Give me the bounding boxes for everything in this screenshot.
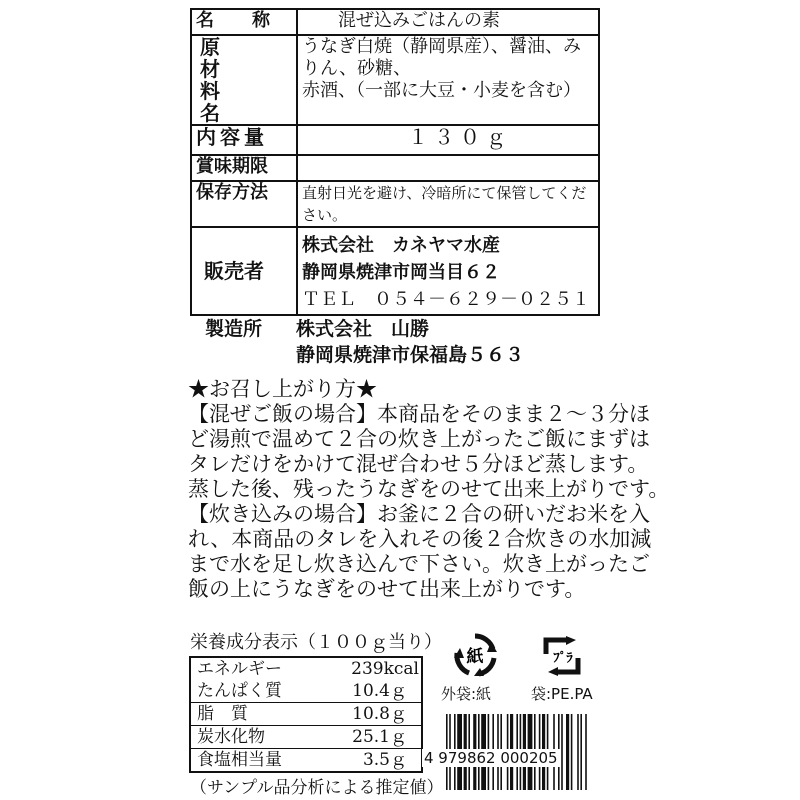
paper-recycle-icon (452, 632, 498, 678)
nutrition-note: （サンプル品分析による推定値） (190, 778, 444, 798)
product-info-table (190, 8, 600, 316)
instructions-line: タレだけをかけて混ぜ合わせ５分ほど蒸します。 (188, 452, 649, 476)
name-value: 混ぜ込みごはんの素 (297, 9, 599, 35)
paper-recycle-label: 外袋:紙 (441, 685, 492, 703)
instructions-title: ★お召し上がり方★ (188, 377, 377, 401)
nutrient-value: 10.4ｇ (352, 681, 407, 701)
seller-value (297, 227, 599, 315)
best-before-label: 賞味期限 (191, 155, 297, 181)
barcode-bar (580, 714, 582, 790)
nutrient-name: エネルギー (197, 659, 282, 679)
storage-label: 保存方法 (191, 181, 297, 227)
instructions-line: 蒸した後、残ったうなぎをのせて出来上がりです。 (188, 477, 670, 501)
seller-phone: ＴＥＬ ０５４－６２９－０２５１ (302, 289, 590, 310)
barcode-bar (585, 714, 587, 790)
ingredients-line: うなぎ白焼（静岡県産）、醤油、みりん、砂糖、 (302, 36, 581, 79)
paper-mark-text: 紙 (466, 647, 484, 667)
content-value: １３０ｇ (297, 125, 599, 155)
ingredients-label-char: 原 (200, 35, 220, 59)
nutrient-name: 食塩相当量 (197, 750, 282, 770)
maker-company: 株式会社 山勝 (296, 318, 430, 340)
barcode-bar (566, 714, 569, 790)
nutrient-name: 炭水化物 (197, 727, 265, 747)
nutrition-row (191, 702, 421, 725)
nutrient-value: 25.1ｇ (352, 727, 407, 747)
nutrient-name: 脂 質 (197, 704, 248, 724)
nutrient-name: たんぱく質 (197, 681, 282, 701)
ingredients-line: 赤酒、（一部に大豆・小麦を含む） (302, 80, 581, 101)
nutrient-value: 10.8ｇ (352, 704, 407, 724)
barcode-bar (561, 714, 563, 790)
barcode-bar (577, 714, 579, 790)
nutrition-row (191, 725, 421, 748)
plastic-recycle-label: 袋:PE.PA (531, 685, 593, 703)
barcode-digits: 4 979862 000205 (424, 749, 558, 767)
nutrition-title: 栄養成分表示（１００ｇ当り） (190, 632, 442, 653)
instructions (188, 377, 669, 602)
instructions-line: れ、本商品のタレを入れその後２合炊きの水加減 (188, 527, 652, 551)
seller-address: 静岡県焼津市岡当目６２ (302, 262, 500, 283)
content-label: 内容量 (191, 125, 297, 155)
instructions-line: まで水を足し炊き込んで下さい。炊き上がったご (188, 552, 650, 576)
instructions-line: 飯の上にうなぎをのせて出来上がりです。 (188, 577, 586, 601)
maker-label: 製造所 (205, 318, 263, 340)
plastic-recycle-icon (540, 636, 584, 676)
nutrient-value: 3.5ｇ (362, 750, 407, 770)
maker-address: 静岡県焼津市保福島５６３ (296, 344, 525, 366)
barcode-bar (571, 714, 573, 790)
ingredients-value (297, 35, 599, 125)
ingredients-label-char: 名 (200, 101, 220, 125)
ingredients-label-char: 材 (200, 57, 220, 81)
seller-company: 株式会社 カネヤマ水産 (302, 235, 500, 256)
nutrition-table (189, 656, 423, 773)
seller-label: 販売者 (191, 227, 297, 315)
instructions-line: ど湯煎で温めて２合の炊き上がったご飯にまずは (188, 427, 650, 451)
storage-value: 直射日光を避け、冷暗所にて保管してください。 (297, 181, 599, 227)
best-before-value (297, 155, 599, 181)
nutrition-row (191, 748, 421, 771)
nutrient-value: 239kcal (351, 659, 419, 679)
ingredients-label-char: 料 (200, 79, 220, 103)
nutrition-row (191, 680, 421, 702)
instructions-line: 【炊き込みの場合】お釜に２合の研いだお米を入 (188, 502, 650, 526)
ingredients-label (191, 35, 297, 125)
instructions-line: 【混ぜご飯の場合】本商品をそのまま２～３分ほ (188, 402, 650, 426)
nutrition-row (191, 658, 421, 680)
plastic-mark-text: ﾌﾟﾗ (553, 651, 573, 666)
name-label: 名 称 (191, 9, 297, 35)
